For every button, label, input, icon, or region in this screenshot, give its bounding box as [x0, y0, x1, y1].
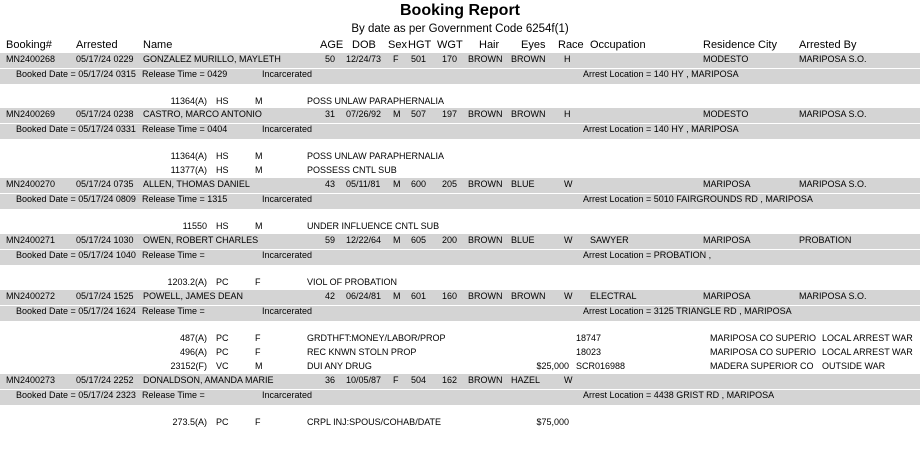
release-time: Release Time = 1315 — [142, 194, 228, 204]
person-name: CASTRO, MARCO ANTONIO — [143, 109, 262, 119]
charge-level: F — [255, 333, 261, 343]
arrest-datetime: 05/17/24 2252 — [76, 375, 134, 385]
person-name: GONZALEZ MURILLO, MAYLETH — [143, 54, 281, 64]
sex-value: M — [393, 109, 401, 119]
arrested-by-value: MARIPOSA S.O. — [799, 179, 867, 189]
col-booking: Booking# — [6, 39, 52, 51]
race-value: W — [564, 375, 573, 385]
charge-description: UNDER INFLUENCE CNTL SUB — [307, 221, 440, 231]
booked-date: Booked Date = 05/17/24 0331 — [16, 124, 136, 134]
court-name: MADERA SUPERIOR CO — [710, 361, 814, 371]
charge-code: 1203.2(A) — [167, 277, 207, 287]
col-arrested-by: Arrested By — [799, 39, 857, 51]
booked-date: Booked Date = 05/17/24 1040 — [16, 250, 136, 260]
charge-level: M — [255, 221, 263, 231]
arrested-by-value: PROBATION — [799, 235, 852, 245]
race-value: H — [564, 54, 571, 64]
col-dob: DOB — [352, 39, 376, 51]
charge-level: F — [255, 277, 261, 287]
arrest-datetime: 05/17/24 0238 — [76, 109, 134, 119]
charge-type: PC — [216, 347, 229, 357]
height-value: 605 — [411, 235, 427, 245]
col-residence: Residence City — [703, 39, 777, 51]
occupation-value: ELECTRAL — [590, 291, 637, 301]
charge-level: M — [255, 151, 263, 161]
sex-value: M — [393, 235, 401, 245]
charge-code: 11364(A) — [170, 96, 207, 106]
sex-value: F — [393, 375, 399, 385]
booking-record — [0, 234, 920, 265]
charge-description: DUI ANY DRUG — [307, 361, 372, 371]
height-value: 504 — [411, 375, 427, 385]
race-value: W — [564, 179, 573, 189]
height-value: 601 — [411, 291, 427, 301]
height-value: 501 — [411, 54, 427, 64]
booking-number: MN2400271 — [6, 235, 56, 245]
warrant-source: LOCAL ARREST WAR — [822, 347, 913, 357]
booking-number: MN2400272 — [6, 291, 56, 301]
age-value: 43 — [325, 179, 336, 189]
weight-value: 170 — [442, 54, 458, 64]
arrest-location: Arrest Location = 140 HY , MARIPOSA — [583, 124, 739, 134]
charge-description: VIOL OF PROBATION — [307, 277, 398, 287]
sex-value: F — [393, 54, 399, 64]
court-name: MARIPOSA CO SUPERIO — [710, 333, 816, 343]
col-wgt: WGT — [437, 39, 463, 51]
sex-value: M — [393, 179, 401, 189]
residence-value: MARIPOSA — [703, 235, 751, 245]
charge-type: PC — [216, 277, 229, 287]
row-divider — [0, 123, 920, 124]
hair-value: BROWN — [468, 179, 503, 189]
booking-record — [0, 108, 920, 139]
warrant-number: 18747 — [576, 333, 602, 343]
dob-value: 07/26/92 — [346, 109, 382, 119]
release-time: Release Time = — [142, 390, 205, 400]
dob-value: 12/22/64 — [346, 235, 382, 245]
custody-status: Incarcerated — [262, 124, 313, 134]
eyes-value: BROWN — [511, 109, 546, 119]
booked-date: Booked Date = 05/17/24 0315 — [16, 69, 136, 79]
charge-code: 11364(A) — [170, 151, 207, 161]
person-name: DONALDSON, AMANDA MARIE — [143, 375, 274, 385]
charge-description: POSS UNLAW PARAPHERNALIA — [307, 151, 445, 161]
col-age: AGE — [320, 39, 344, 51]
sex-value: M — [393, 291, 401, 301]
report-title: Booking Report — [400, 2, 520, 19]
charge-description: POSSESS CNTL SUB — [307, 165, 397, 175]
release-time: Release Time = — [142, 250, 205, 260]
arrest-datetime: 05/17/24 0229 — [76, 54, 134, 64]
row-divider — [0, 249, 920, 250]
warrant-source: LOCAL ARREST WAR — [822, 333, 913, 343]
arrest-location: Arrest Location = 3125 TRIANGLE RD , MARIPOSA — [583, 306, 792, 316]
charge-level: F — [255, 417, 261, 427]
charge-type: HS — [216, 221, 229, 231]
race-value: H — [564, 109, 571, 119]
arrest-location: Arrest Location = 5010 FAIRGROUNDS RD , MARIPOSA — [583, 194, 813, 204]
booking-record — [0, 53, 920, 84]
row-divider — [0, 389, 920, 390]
charge-code: 11550 — [182, 221, 207, 231]
col-arrested: Arrested — [76, 39, 118, 51]
arrest-location: Arrest Location = 4438 GRIST RD , MARIPOSA — [583, 390, 775, 400]
eyes-value: HAZEL — [511, 375, 541, 385]
booked-date: Booked Date = 05/17/24 1624 — [16, 306, 136, 316]
person-name: OWEN, ROBERT CHARLES — [143, 235, 259, 245]
charge-level: M — [255, 361, 263, 371]
charge-level: F — [255, 347, 261, 357]
arrest-location: Arrest Location = 140 HY , MARIPOSA — [583, 69, 739, 79]
weight-value: 162 — [442, 375, 458, 385]
arrest-datetime: 05/17/24 1525 — [76, 291, 134, 301]
weight-value: 160 — [442, 291, 458, 301]
arrested-by-value: MARIPOSA S.O. — [799, 291, 867, 301]
height-value: 507 — [411, 109, 427, 119]
residence-value: MODESTO — [703, 54, 749, 64]
eyes-value: BROWN — [511, 54, 546, 64]
custody-status: Incarcerated — [262, 306, 313, 316]
col-name: Name — [143, 39, 173, 51]
release-time: Release Time = 0404 — [142, 124, 228, 134]
arrest-datetime: 05/17/24 0735 — [76, 179, 134, 189]
charge-code: 487(A) — [179, 333, 207, 343]
booked-date: Booked Date = 05/17/24 2323 — [16, 390, 136, 400]
age-value: 59 — [325, 235, 336, 245]
release-time: Release Time = — [142, 306, 205, 316]
col-race: Race — [558, 39, 584, 51]
warrant-source: OUTSIDE WAR — [822, 361, 886, 371]
height-value: 600 — [411, 179, 427, 189]
weight-value: 200 — [442, 235, 458, 245]
age-value: 36 — [325, 375, 336, 385]
person-name: POWELL, JAMES DEAN — [143, 291, 244, 301]
person-name: ALLEN, THOMAS DANIEL — [143, 179, 250, 189]
warrant-number: 18023 — [576, 347, 602, 357]
charge-level: M — [255, 96, 263, 106]
col-sex: Sex — [388, 39, 407, 51]
charge-level: M — [255, 165, 263, 175]
hair-value: BROWN — [468, 109, 503, 119]
age-value: 50 — [325, 54, 336, 64]
col-occupation: Occupation — [590, 39, 646, 51]
race-value: W — [564, 291, 573, 301]
arrested-by-value: MARIPOSA S.O. — [799, 54, 867, 64]
eyes-value: BLUE — [511, 179, 535, 189]
charge-type: PC — [216, 333, 229, 343]
release-time: Release Time = 0429 — [142, 69, 228, 79]
charge-description: POSS UNLAW PARAPHERNALIA — [307, 96, 445, 106]
residence-value: MARIPOSA — [703, 179, 751, 189]
age-value: 31 — [325, 109, 336, 119]
warrant-number: SCR016988 — [576, 361, 626, 371]
row-divider — [0, 68, 920, 69]
hair-value: BROWN — [468, 54, 503, 64]
charge-type: HS — [216, 96, 229, 106]
race-value: W — [564, 235, 573, 245]
bail-amount: $75,000 — [536, 417, 569, 427]
col-hair: Hair — [479, 39, 500, 51]
court-name: MARIPOSA CO SUPERIO — [710, 347, 816, 357]
booked-date: Booked Date = 05/17/24 0809 — [16, 194, 136, 204]
residence-value: MARIPOSA — [703, 291, 751, 301]
charge-type: HS — [216, 165, 229, 175]
arrested-by-value: MARIPOSA S.O. — [799, 109, 867, 119]
bail-amount: $25,000 — [536, 361, 569, 371]
col-hgt: HGT — [408, 39, 432, 51]
charge-code: 23152(F) — [170, 361, 207, 371]
report-subtitle: By date as per Government Code 6254f(1) — [351, 23, 569, 35]
dob-value: 12/24/73 — [346, 54, 382, 64]
eyes-value: BLUE — [511, 235, 535, 245]
charge-code: 496(A) — [179, 347, 207, 357]
hair-value: BROWN — [468, 235, 503, 245]
charge-description: REC KNWN STOLN PROP — [307, 347, 417, 357]
charge-description: CRPL INJ:SPOUS/COHAB/DATE — [307, 417, 442, 427]
booking-number: MN2400270 — [6, 179, 56, 189]
booking-record — [0, 374, 920, 405]
charge-type: PC — [216, 417, 229, 427]
dob-value: 05/11/81 — [346, 179, 381, 189]
booking-number: MN2400273 — [6, 375, 56, 385]
age-value: 42 — [325, 291, 336, 301]
col-eyes: Eyes — [521, 39, 546, 51]
hair-value: BROWN — [468, 375, 503, 385]
arrest-location: Arrest Location = PROBATION , — [583, 250, 712, 260]
charge-code: 11377(A) — [170, 165, 207, 175]
custody-status: Incarcerated — [262, 250, 313, 260]
charge-description: GRDTHFT:MONEY/LABOR/PROP — [307, 333, 446, 343]
charge-type: HS — [216, 151, 229, 161]
residence-value: MODESTO — [703, 109, 749, 119]
arrest-datetime: 05/17/24 1030 — [76, 235, 134, 245]
occupation-value: SAWYER — [590, 235, 629, 245]
custody-status: Incarcerated — [262, 69, 313, 79]
dob-value: 10/05/87 — [346, 375, 382, 385]
hair-value: BROWN — [468, 291, 503, 301]
custody-status: Incarcerated — [262, 194, 313, 204]
custody-status: Incarcerated — [262, 390, 313, 400]
eyes-value: BROWN — [511, 291, 546, 301]
weight-value: 197 — [442, 109, 458, 119]
booking-number: MN2400269 — [6, 109, 56, 119]
weight-value: 205 — [442, 179, 458, 189]
charge-type: VC — [216, 361, 229, 371]
dob-value: 06/24/81 — [346, 291, 382, 301]
booking-number: MN2400268 — [6, 54, 56, 64]
charge-code: 273.5(A) — [172, 417, 207, 427]
